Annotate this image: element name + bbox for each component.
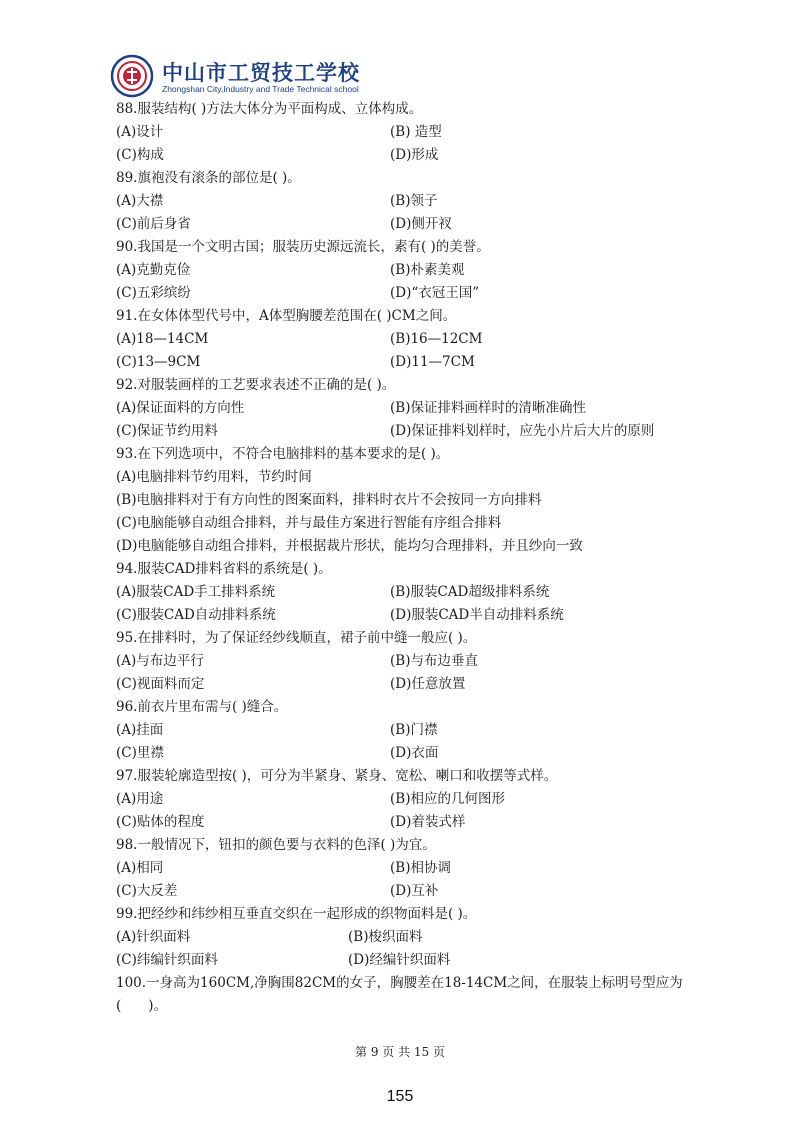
option-a: (A)挂面 — [116, 722, 164, 738]
option-row — [116, 213, 716, 236]
option-row — [116, 857, 716, 880]
option-b: (B)相应的几何图形 — [390, 791, 505, 807]
option-d: (D)衣面 — [390, 745, 439, 761]
option-a: (A)与布边平行 — [116, 653, 204, 669]
option-c: (C)电脑能够自动组合排料，并与最佳方案进行智能有序组合排料 — [116, 515, 502, 531]
option-row — [116, 880, 716, 903]
option-row — [116, 604, 716, 627]
option-a: (A)电脑排料节约用料，节约时间 — [116, 469, 312, 485]
option-d: (D)服装CAD半自动排料系统 — [390, 607, 564, 623]
option-b: (B)服装CAD超级排料系统 — [390, 584, 550, 600]
option-d: (D)11—7CM — [390, 354, 475, 370]
option-row — [116, 282, 716, 305]
option-d: (D)互补 — [390, 883, 439, 899]
question-90: 90.我国是一个文明古国；服装历史源远流长，素有( )的美誉。 — [116, 239, 490, 255]
option-row — [116, 949, 716, 972]
option-d: (D)电脑能够自动组合排料，并根据裁片形状，能均匀合理排料，并且纱向一致 — [116, 538, 583, 554]
option-b: (B)16—12CM — [390, 331, 483, 347]
question-89: 89.旗袍没有滚条的部位是( )。 — [116, 170, 301, 186]
option-row — [116, 144, 716, 167]
option-row — [116, 397, 716, 420]
option-a: (A)针织面料 — [116, 929, 191, 945]
option-b: (B)相协调 — [390, 860, 451, 876]
option-row — [116, 673, 716, 696]
option-b: (B)门襟 — [390, 722, 438, 738]
option-a: (A)大襟 — [116, 193, 164, 209]
option-d: (D)保证排料划样时，应先小片后大片的原则 — [390, 423, 655, 439]
option-row — [116, 742, 716, 765]
page-footer: 第 9 页 共 15 页 — [355, 1045, 445, 1059]
option-c: (C)贴体的程度 — [116, 814, 205, 830]
option-c: (C)服装CAD自动排料系统 — [116, 607, 276, 623]
question-96: 96.前衣片里布需与( )缝合。 — [116, 699, 288, 715]
option-row — [116, 259, 716, 282]
question-98: 98.一般情况下，钮扣的颜色要与衣料的色泽( )为宜。 — [116, 837, 436, 853]
option-a: (A)用途 — [116, 791, 164, 807]
option-c: (C)五彩缤纷 — [116, 285, 191, 301]
option-d: (D)着装式样 — [390, 814, 466, 830]
option-row — [116, 581, 716, 604]
question-88: 88.服装结构( )方法大体分为平面构成、立体构成。 — [116, 101, 423, 117]
option-a: (A)18—14CM — [116, 331, 209, 347]
option-a: (A)相同 — [116, 860, 164, 876]
option-c: (C)纬编针织面料 — [116, 952, 218, 968]
option-c: (C)里襟 — [116, 745, 164, 761]
option-a: (A)设计 — [116, 124, 164, 140]
option-b: (B)保证排料画样时的清晰准确性 — [390, 400, 586, 416]
page-number: 155 — [386, 1088, 414, 1105]
option-d: (D)“衣冠王国” — [390, 285, 480, 301]
option-row — [116, 811, 716, 834]
option-row — [116, 719, 716, 742]
option-row — [116, 121, 716, 144]
school-header — [110, 54, 410, 98]
question-95: 95.在排料时，为了保证经纱线顺直，裙子前中缝一般应( )。 — [116, 630, 477, 646]
school-name-en: Zhongshan City,Industry and Trade Technical school — [162, 84, 359, 94]
option-b: (B)领子 — [390, 193, 438, 209]
option-b: (B)与布边垂直 — [390, 653, 478, 669]
option-a: (A)保证面料的方向性 — [116, 400, 245, 416]
option-row — [116, 926, 716, 949]
option-d: (D)形成 — [390, 147, 439, 163]
option-d: (D)任意放置 — [390, 676, 466, 692]
option-row — [116, 190, 716, 213]
option-d: (D)经编针织面料 — [348, 952, 451, 968]
school-logo-icon — [110, 54, 154, 98]
option-c: (C)视面料而定 — [116, 676, 205, 692]
option-d: (D)侧开衩 — [390, 216, 452, 232]
option-b: (B)电脑排料对于有方向性的图案面料，排料时衣片不会按同一方向排料 — [116, 492, 542, 508]
option-c: (C)13—9CM — [116, 354, 201, 370]
option-row — [116, 650, 716, 673]
question-93: 93.在下列选项中，不符合电脑排料的基本要求的是( )。 — [116, 446, 450, 462]
option-c: (C)构成 — [116, 147, 164, 163]
option-b: (B)朴素美观 — [390, 262, 465, 278]
option-a: (A)克勤克俭 — [116, 262, 191, 278]
question-100: 100.一身高为160CM,净胸围82CM的女子，胸腰差在18-14CM之间，在服装上标明号型应为( )。 — [116, 975, 683, 1014]
school-name: 中山市工贸技工学校 — [162, 60, 360, 85]
option-row — [116, 788, 716, 811]
question-94: 94.服装CAD排料省料的系统是( )。 — [116, 561, 332, 577]
option-row — [116, 420, 716, 443]
option-a: (A)服装CAD手工排料系统 — [116, 584, 276, 600]
question-99: 99.把经纱和纬纱相互垂直交织在一起形成的织物面料是( )。 — [116, 906, 477, 922]
option-row — [116, 351, 716, 374]
question-92: 92.对服装画样的工艺要求表述不正确的是( )。 — [116, 377, 396, 393]
question-97: 97.服装轮廓造型按( )，可分为半紧身、紧身、宽松、喇口和收摆等式样。 — [116, 768, 558, 784]
option-c: (C)保证节约用料 — [116, 423, 218, 439]
question-list — [116, 98, 716, 1018]
option-b: (B)梭织面料 — [348, 929, 423, 945]
question-91: 91.在女体体型代号中，A体型胸腰差范围在( )CM之间。 — [116, 308, 457, 324]
option-c: (C)大反差 — [116, 883, 178, 899]
option-row — [116, 328, 716, 351]
option-b: (B) 造型 — [390, 124, 442, 140]
option-c: (C)前后身省 — [116, 216, 191, 232]
